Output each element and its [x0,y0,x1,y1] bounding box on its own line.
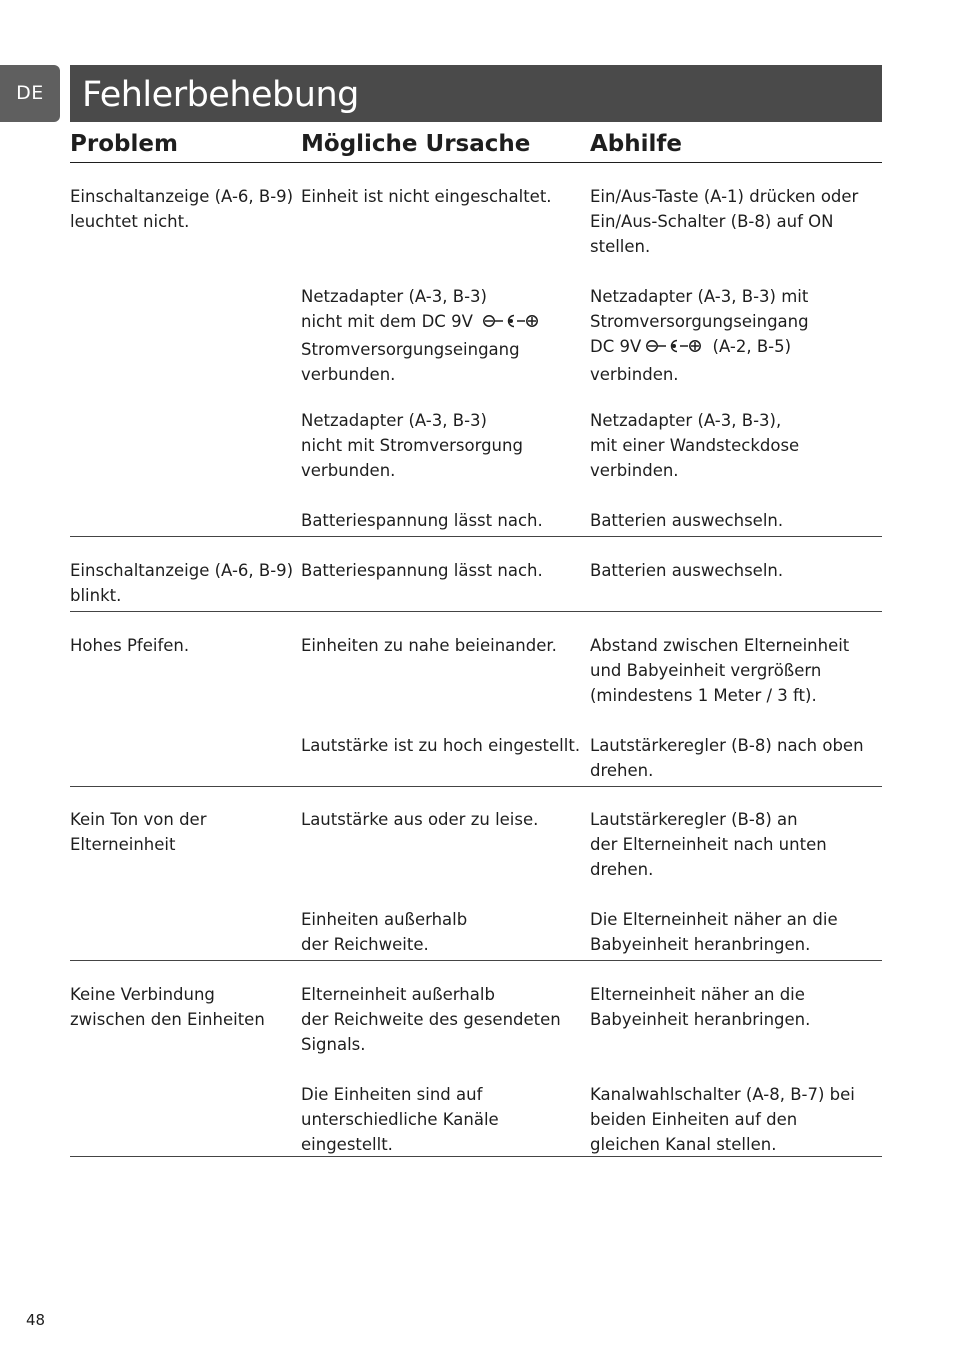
problem-text: Einschaltanzeige (A-6, B-9) leuchtet nicht. [70,187,294,231]
column-header-remedy: Abhilfe [590,131,683,157]
problem-text: Keine Verbindung zwischen den Einheiten [70,985,265,1029]
cause-text: Einheit ist nicht eingeschaltet. [301,187,552,206]
row-divider [70,1156,882,1157]
title-bar [70,65,882,122]
remedy-line: (A-2, B-5) [712,337,792,356]
cause-text: Batteriespannung lässt nach. [301,511,543,530]
dc-polarity-icon [480,312,542,337]
remedy-text: Lautstärkeregler (B-8) an der Elterneinheit nach unten drehen. [590,810,827,879]
remedy-text: Abstand zwischen Elterneinheit und Babyeinheit vergrößern (mindestens 1 Meter / 3 ft). [590,636,850,705]
header-divider [70,162,882,163]
cause-line: Stromversorgungseingang verbunden. [301,340,520,384]
problem-text: Kein Ton von der Elterneinheit [70,810,207,854]
remedy-text: Netzadapter (A-3, B-3), mit einer Wandsteckdose verbinden. [590,411,800,480]
cause-text: Lautstärke aus oder zu leise. [301,810,539,829]
row-divider [70,536,882,537]
cause-text: Die Einheiten sind auf unterschiedliche Kanäle eingestellt. [301,1085,499,1154]
cause-line: Netzadapter (A-3, B-3) [301,287,487,306]
remedy-line: DC 9V [590,337,642,356]
cause-text: Einheiten zu nahe beieinander. [301,636,557,655]
cause-text: Lautstärke ist zu hoch eingestellt. [301,736,581,755]
remedy-text: Die Elterneinheit näher an die Babyeinheit heranbringen. [590,910,838,954]
cause-text-dc-input [301,284,544,387]
column-header-problem: Problem [70,131,178,157]
cause-line: nicht mit dem DC 9V [301,312,473,331]
row-divider [70,611,882,612]
remedy-line: Netzadapter (A-3, B-3) mit Stromversorgungseingang [590,287,809,331]
remedy-text: Batterien auswechseln. [590,561,784,580]
column-header-cause: Mögliche Ursache [301,131,531,157]
remedy-text: Elterneinheit näher an die Babyeinheit heranbringen. [590,985,811,1029]
row-divider [70,786,882,787]
language-tab: DE [0,65,60,122]
remedy-text: Lautstärkeregler (B-8) nach oben drehen. [590,736,864,780]
cause-text: Batteriespannung lässt nach. [301,561,543,580]
problem-text: Einschaltanzeige (A-6, B-9) blinkt. [70,561,294,605]
remedy-text-dc-input [590,284,809,387]
remedy-text: Kanalwahlschalter (A-8, B-7) bei beiden Einheiten auf den gleichen Kanal stellen. [590,1085,855,1154]
page-title: Fehlerbehebung [82,75,359,115]
remedy-text: Batterien auswechseln. [590,511,784,530]
problem-text: Hohes Pfeifen. [70,636,190,655]
dc-polarity-icon [643,337,705,362]
row-divider [70,960,882,961]
remedy-text: Ein/Aus-Taste (A-1) drücken oder Ein/Aus-Schalter (B-8) auf ON stellen. [590,187,859,256]
remedy-line: verbinden. [590,365,679,384]
cause-text: Einheiten außerhalb der Reichweite. [301,910,468,954]
cause-text: Netzadapter (A-3, B-3) nicht mit Stromversorgung verbunden. [301,411,523,480]
cause-text: Elterneinheit außerhalb der Reichweite des gesendeten Signals. [301,985,561,1054]
page-number: 48 [26,1311,46,1329]
